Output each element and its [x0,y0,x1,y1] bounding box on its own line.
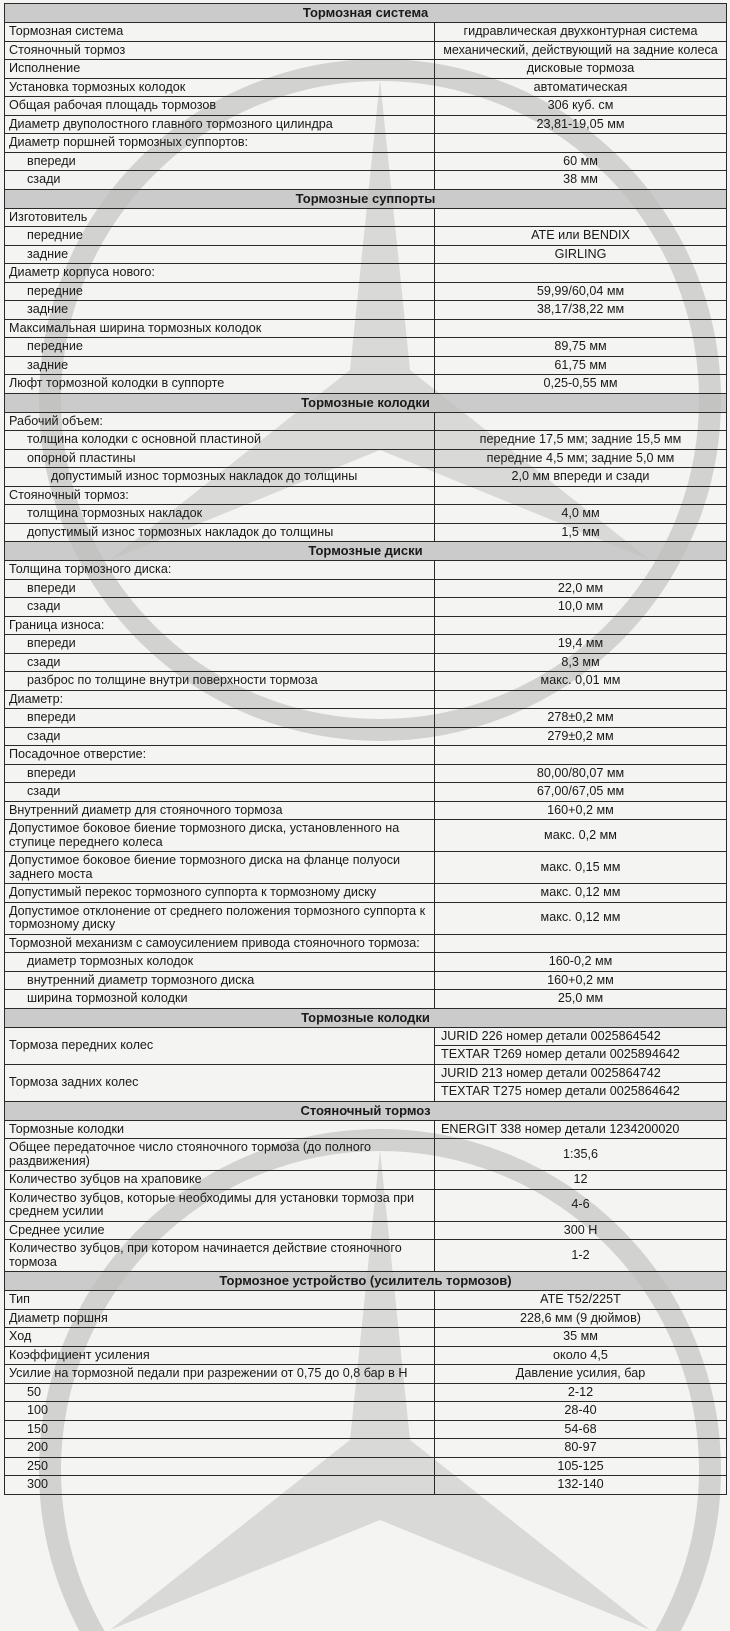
spec-label: Тормоза передних колес [5,1027,435,1064]
table-row [5,486,727,505]
table-row [5,1064,727,1083]
spec-label: Общая рабочая площадь тормозов [5,97,435,116]
section-title: Тормозная система [5,4,727,23]
table-row [5,746,727,765]
spec-value: 10,0 мм [435,598,727,617]
spec-label: Граница износа: [5,616,435,635]
spec-value: 105-125 [435,1457,727,1476]
spec-value: 61,75 мм [435,356,727,375]
spec-label: впереди [5,152,435,171]
spec-label: Усилие на тормозной педали при разрежении от 0,75 до 0,8 бар в Н [5,1365,435,1384]
spec-value: 160+0,2 мм [435,971,727,990]
spec-label: толщина колодки с основной пластиной [5,431,435,450]
spec-label: 300 [5,1476,435,1495]
spec-label: передние [5,282,435,301]
spec-value: 12 [435,1171,727,1190]
spec-label: задние [5,245,435,264]
spec-label: задние [5,301,435,320]
table-row [5,1365,727,1384]
spec-value: 1:35,6 [435,1139,727,1171]
spec-label: диаметр тормозных колодок [5,953,435,972]
table-row [5,579,727,598]
spec-value: 4-6 [435,1189,727,1221]
spec-value: передние 17,5 мм; задние 15,5 мм [435,431,727,450]
section-title: Тормозное устройство (усилитель тормозов) [5,1272,727,1291]
table-row [5,264,727,283]
table-row [5,319,727,338]
table-row [5,635,727,654]
spec-value: 132-140 [435,1476,727,1495]
spec-label: 100 [5,1402,435,1421]
table-row [5,23,727,42]
spec-label: Тормозная система [5,23,435,42]
brake-spec-table [4,3,727,1495]
spec-label: Тормоза задних колес [5,1064,435,1101]
spec-value: дисковые тормоза [435,60,727,79]
spec-label: Стояночный тормоз [5,41,435,60]
spec-value: JURID 213 номер детали 0025864742 [435,1064,727,1083]
spec-value: 2,0 мм впереди и сзади [435,468,727,487]
spec-value: макс. 0,2 мм [435,820,727,852]
table-row [5,505,727,524]
table-row [5,1476,727,1495]
spec-value: GIRLING [435,245,727,264]
section-header [5,1272,727,1291]
spec-label: толщина тормозных накладок [5,505,435,524]
spec-value [435,486,727,505]
table-row [5,1189,727,1221]
spec-label: впереди [5,579,435,598]
table-row [5,1221,727,1240]
table-row [5,598,727,617]
spec-label: опорной пластины [5,449,435,468]
table-row [5,709,727,728]
spec-label: Посадочное отверстие: [5,746,435,765]
spec-value: макс. 0,12 мм [435,884,727,903]
table-row [5,1439,727,1458]
table-row [5,1328,727,1347]
table-row [5,301,727,320]
spec-value: около 4,5 [435,1346,727,1365]
table-row [5,971,727,990]
spec-value: 38 мм [435,171,727,190]
spec-label: впереди [5,764,435,783]
table-row [5,884,727,903]
spec-value: 28-40 [435,1402,727,1421]
table-row [5,338,727,357]
spec-value: 89,75 мм [435,338,727,357]
spec-label: сзади [5,598,435,617]
spec-label: 150 [5,1420,435,1439]
spec-label: задние [5,356,435,375]
spec-value: ENERGIT 338 номер детали 1234200020 [435,1120,727,1139]
spec-value: 306 куб. см [435,97,727,116]
spec-value: 0,25-0,55 мм [435,375,727,394]
table-row [5,208,727,227]
spec-value: 59,99/60,04 мм [435,282,727,301]
spec-label: Исполнение [5,60,435,79]
spec-value: 23,81-19,05 мм [435,115,727,134]
section-header [5,393,727,412]
table-row [5,1457,727,1476]
spec-label: Тормозной механизм с самоусилением привода стояночного тормоза: [5,934,435,953]
table-row [5,1420,727,1439]
spec-label: Изготовитель [5,208,435,227]
spec-value: 80,00/80,07 мм [435,764,727,783]
spec-value: 160+0,2 мм [435,801,727,820]
spec-value: ATE T52/225T [435,1291,727,1310]
table-row [5,852,727,884]
spec-label: передние [5,338,435,357]
table-row [5,134,727,153]
spec-label: Тип [5,1291,435,1310]
table-row [5,690,727,709]
spec-value: 8,3 мм [435,653,727,672]
spec-label: Диаметр двуполостного главного тормозного цилиндра [5,115,435,134]
spec-value [435,208,727,227]
spec-label: Количество зубцов, которые необходимы для установки тормоза при среднем усилии [5,1189,435,1221]
spec-value: 4,0 мм [435,505,727,524]
spec-value: Давление усилия, бар [435,1365,727,1384]
spec-value: 67,00/67,05 мм [435,783,727,802]
section-title: Тормозные диски [5,542,727,561]
section-title: Тормозные колодки [5,1008,727,1027]
spec-value: 80-97 [435,1439,727,1458]
spec-value [435,616,727,635]
spec-label: передние [5,227,435,246]
spec-value: TEXTAR T275 номер детали 0025864642 [435,1083,727,1102]
table-row [5,561,727,580]
table-row [5,783,727,802]
spec-label: Диаметр поршней тормозных суппортов: [5,134,435,153]
spec-value: гидравлическая двухконтурная система [435,23,727,42]
table-row [5,523,727,542]
table-row [5,282,727,301]
spec-value: 2-12 [435,1383,727,1402]
table-row [5,953,727,972]
table-row [5,1291,727,1310]
spec-label: Максимальная ширина тормозных колодок [5,319,435,338]
spec-label: Допустимое боковое биение тормозного диска на фланце полуоси заднего моста [5,852,435,884]
spec-label: сзади [5,783,435,802]
spec-value: 38,17/38,22 мм [435,301,727,320]
spec-value [435,934,727,953]
spec-label: 200 [5,1439,435,1458]
spec-label: Тормозные колодки [5,1120,435,1139]
spec-label: Коэффициент усиления [5,1346,435,1365]
table-row [5,41,727,60]
spec-label: допустимый износ тормозных накладок до толщины [5,523,435,542]
section-title: Тормозные колодки [5,393,727,412]
table-row [5,820,727,852]
table-row [5,653,727,672]
spec-value: 228,6 мм (9 дюймов) [435,1309,727,1328]
spec-value: 160-0,2 мм [435,953,727,972]
spec-label: допустимый износ тормозных накладок до толщины [5,468,435,487]
spec-value: механический, действующий на задние колеса [435,41,727,60]
table-row [5,1346,727,1365]
spec-value: ATE или BENDIX [435,227,727,246]
spec-label: впереди [5,709,435,728]
spec-value: макс. 0,12 мм [435,902,727,934]
spec-label: ширина тормозной колодки [5,990,435,1009]
spec-value: JURID 226 номер детали 0025864542 [435,1027,727,1046]
spec-value: 60 мм [435,152,727,171]
table-row [5,1120,727,1139]
spec-value: макс. 0,15 мм [435,852,727,884]
spec-value [435,561,727,580]
spec-value: 25,0 мм [435,990,727,1009]
table-row [5,902,727,934]
spec-label: впереди [5,635,435,654]
table-row [5,764,727,783]
table-row [5,1171,727,1190]
spec-value [435,690,727,709]
spec-label: сзади [5,171,435,190]
spec-label: 50 [5,1383,435,1402]
table-row [5,97,727,116]
spec-label: Рабочий объем: [5,412,435,431]
spec-label: Количество зубцов, при котором начинается действие стояночного тормоза [5,1240,435,1272]
section-header [5,189,727,208]
spec-value: передние 4,5 мм; задние 5,0 мм [435,449,727,468]
section-header [5,1008,727,1027]
spec-value: 278±0,2 мм [435,709,727,728]
spec-label: Внутренний диаметр для стояночного тормоза [5,801,435,820]
table-row [5,356,727,375]
table-row [5,1383,727,1402]
table-row [5,115,727,134]
spec-label: Люфт тормозной колодки в суппорте [5,375,435,394]
table-row [5,431,727,450]
table-row [5,1027,727,1046]
spec-value: 1-2 [435,1240,727,1272]
spec-label: внутренний диаметр тормозного диска [5,971,435,990]
spec-value [435,319,727,338]
table-row [5,245,727,264]
section-header [5,1101,727,1120]
spec-label: Допустимое боковое биение тормозного диска, установленного на ступице переднего колеса [5,820,435,852]
table-row [5,171,727,190]
table-row [5,934,727,953]
spec-value: макс. 0,01 мм [435,672,727,691]
spec-value: 300 Н [435,1221,727,1240]
table-row [5,375,727,394]
spec-label: Толщина тормозного диска: [5,561,435,580]
table-row [5,672,727,691]
table-row [5,152,727,171]
spec-label: Среднее усилие [5,1221,435,1240]
spec-label: Ход [5,1328,435,1347]
spec-label: Общее передаточное число стояночного тормоза (до полного раздвижения) [5,1139,435,1171]
spec-label: Допустимое отклонение от среднего положения тормозного суппорта к тормозному диску [5,902,435,934]
spec-value [435,264,727,283]
spec-value: 279±0,2 мм [435,727,727,746]
spec-value: 1,5 мм [435,523,727,542]
spec-label: 250 [5,1457,435,1476]
table-row [5,449,727,468]
table-row [5,60,727,79]
spec-label: Установка тормозных колодок [5,78,435,97]
spec-value: 35 мм [435,1328,727,1347]
spec-label: Количество зубцов на храповике [5,1171,435,1190]
table-row [5,78,727,97]
table-row [5,1139,727,1171]
section-title: Тормозные суппорты [5,189,727,208]
spec-value [435,134,727,153]
table-row [5,616,727,635]
spec-label: Допустимый перекос тормозного суппорта к тормозному диску [5,884,435,903]
spec-label: сзади [5,727,435,746]
spec-label: Диаметр: [5,690,435,709]
section-header [5,4,727,23]
spec-label: Стояночный тормоз: [5,486,435,505]
spec-value [435,412,727,431]
spec-label: сзади [5,653,435,672]
spec-label: Диаметр корпуса нового: [5,264,435,283]
table-row [5,727,727,746]
table-row [5,412,727,431]
table-row [5,468,727,487]
section-header [5,542,727,561]
spec-value: автоматическая [435,78,727,97]
table-row [5,1309,727,1328]
spec-value: TEXTAR T269 номер детали 0025894642 [435,1046,727,1065]
spec-label: разброс по толщине внутри поверхности тормоза [5,672,435,691]
spec-value: 19,4 мм [435,635,727,654]
spec-label: Диаметр поршня [5,1309,435,1328]
spec-value: 54-68 [435,1420,727,1439]
table-row [5,990,727,1009]
spec-value [435,746,727,765]
section-title: Стояночный тормоз [5,1101,727,1120]
table-row [5,1402,727,1421]
table-row [5,1240,727,1272]
table-row [5,801,727,820]
table-row [5,227,727,246]
spec-value: 22,0 мм [435,579,727,598]
